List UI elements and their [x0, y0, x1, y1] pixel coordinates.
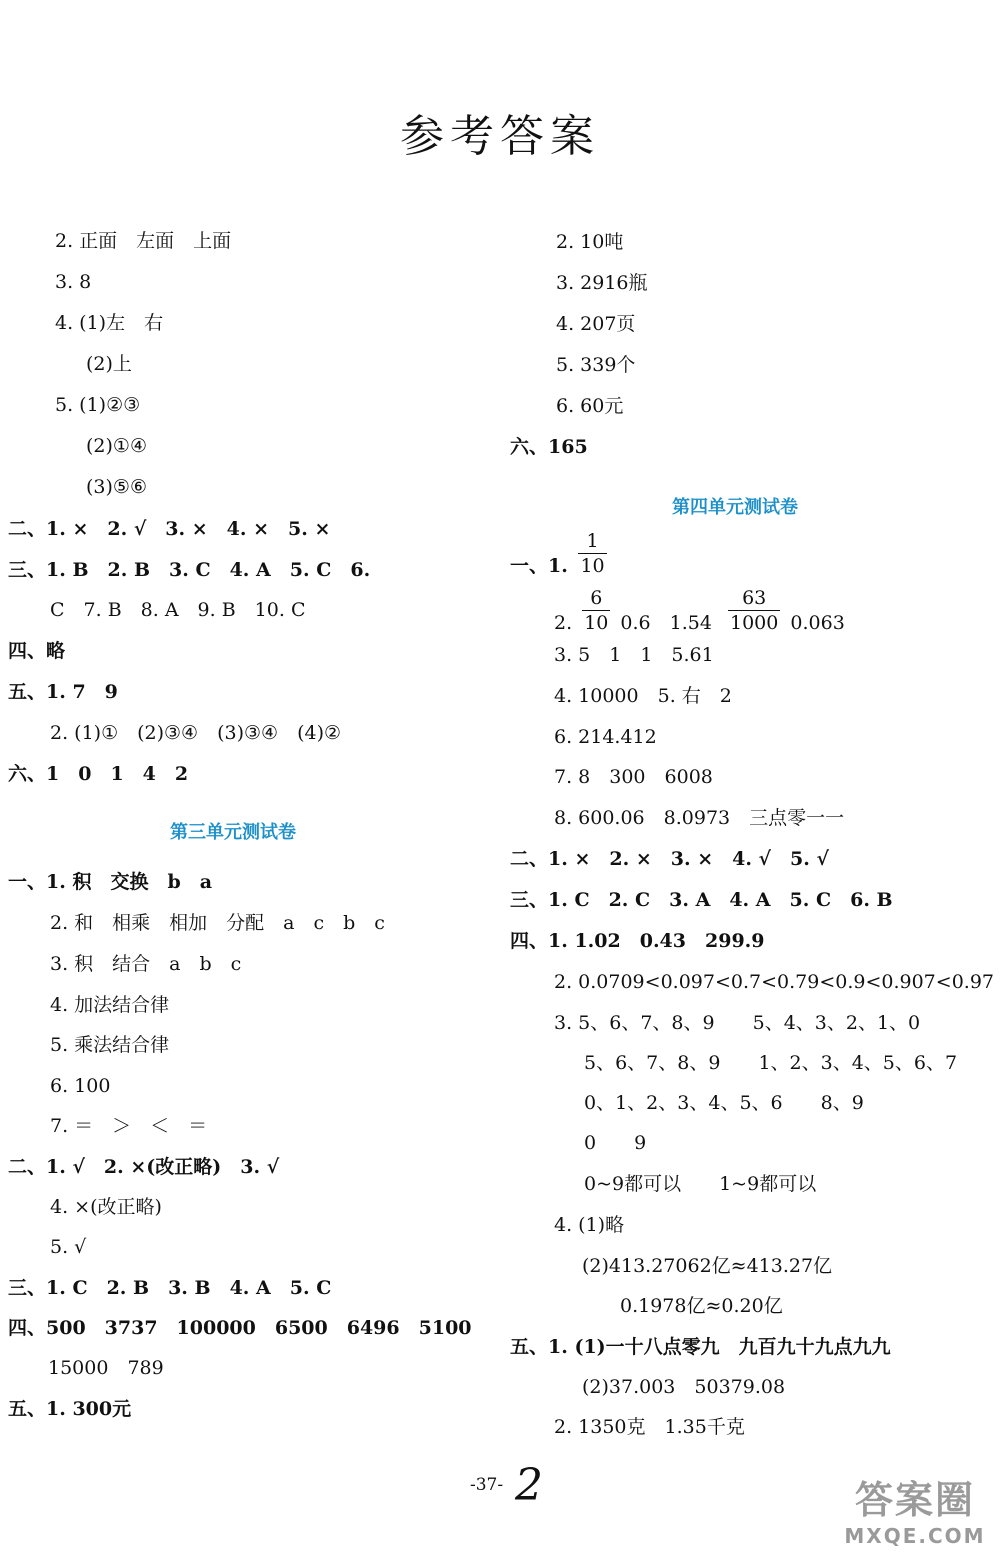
answer-line: 二、1. × 2. √ 3. × 4. × 5. ×: [8, 518, 331, 540]
answer-line: 0.1978亿≈0.20亿: [620, 1295, 783, 1317]
answer-line: 四、1. 1.02 0.43 299.9: [510, 930, 765, 952]
answer-line: 5. 乘法结合律: [50, 1034, 170, 1056]
answer-line: 4. 加法结合律: [50, 994, 170, 1016]
fraction-denominator: 10: [584, 611, 609, 634]
answer-line: 2. 0.0709<0.097<0.7<0.79<0.9<0.907<0.97: [554, 971, 994, 993]
answer-line: 三、1. C 2. B 3. B 4. A 5. C: [8, 1277, 332, 1299]
answer-line: C 7. B 8. A 9. B 10. C: [50, 599, 306, 621]
answer-line: 15000 789: [48, 1357, 164, 1379]
answer-line: (2)413.27062亿≈413.27亿: [582, 1255, 833, 1277]
answer-line: 六、165: [510, 436, 588, 458]
answer-line: 三、1. B 2. B 3. C 4. A 5. C 6.: [8, 559, 371, 581]
answer-line: 3. 8: [55, 271, 92, 293]
answer-prefix: 一、1.: [510, 555, 568, 577]
answer-line: 0 9: [584, 1132, 647, 1154]
fraction-denominator: 1000: [730, 611, 779, 634]
answer-line: 5. √: [50, 1236, 87, 1258]
answer-line: 2. 和 相乘 相加 分配 a c b c: [50, 912, 385, 934]
answer-prefix: 2.: [554, 612, 573, 634]
answer-line: 3. 5 1 1 5.61: [554, 644, 714, 666]
answer-text: 0.6 1.54: [620, 612, 712, 634]
answer-line: 6. 214.412: [554, 726, 657, 748]
answer-line: 0~9都可以 1~9都可以: [584, 1173, 817, 1195]
page-number: -37-: [470, 1475, 504, 1495]
answer-line: 三、1. C 2. C 3. A 4. A 5. C 6. B: [510, 889, 893, 911]
answer-line: 四、500 3737 100000 6500 6496 5100: [8, 1317, 472, 1339]
answer-line: 5、6、7、8、9 1、2、3、4、5、6、7: [584, 1052, 958, 1074]
answer-line: [554, 586, 845, 636]
answer-line: 4. 207页: [556, 313, 636, 335]
answer-line: (2)①④: [86, 435, 147, 457]
fraction-numerator: 63: [728, 586, 780, 611]
answer-line: 7. ＝ ＞ ＜ ＝: [50, 1115, 208, 1137]
answer-line: 五、1. 7 9: [8, 681, 118, 703]
answer-line: 7. 8 300 6008: [554, 766, 713, 788]
answer-line: 2. 正面 左面 上面: [55, 230, 232, 252]
fraction: [578, 529, 606, 578]
answer-line: 2. 1350克 1.35千克: [554, 1416, 745, 1438]
answer-line: 4. ×(改正略): [50, 1196, 162, 1218]
watermark-bottom: MXQE.COM: [844, 1524, 986, 1548]
fraction: [582, 586, 610, 635]
unit4-title: 第四单元测试卷: [672, 497, 798, 518]
answer-line: 8. 600.06 8.0973 三点零一一: [554, 807, 845, 829]
answer-line: (2)上: [86, 353, 132, 375]
answer-line: 3. 积 结合 a b c: [50, 953, 242, 975]
answer-line: 五、1. 300元: [8, 1398, 132, 1420]
answer-line: 2. 10吨: [556, 231, 624, 253]
answer-line: [510, 529, 611, 579]
answer-line: 四、略: [8, 640, 66, 662]
answer-line: 3. 2916瓶: [556, 272, 648, 294]
fraction-numerator: 1: [578, 529, 606, 554]
answer-line: 2. (1)① (2)③④ (3)③④ (4)②: [50, 722, 342, 744]
answer-line: 5. (1)②③: [55, 394, 141, 416]
unit3-title: 第三单元测试卷: [170, 822, 296, 843]
fraction: [728, 586, 780, 635]
answer-line: 6. 60元: [556, 395, 624, 417]
answer-line: 5. 339个: [556, 354, 636, 376]
watermark-top: 答案圈: [854, 1478, 975, 1522]
fraction-denominator: 10: [580, 554, 605, 577]
answer-line: 二、1. √ 2. ×(改正略) 3. √: [8, 1156, 280, 1178]
answer-line: 0、1、2、3、4、5、6 8、9: [584, 1092, 864, 1114]
answer-line: 4. (1)左 右: [55, 312, 164, 334]
handwritten-mark: 2: [515, 1460, 543, 1511]
answer-line: 3. 5、6、7、8、9 5、4、3、2、1、0: [554, 1012, 921, 1034]
answer-text: 0.063: [790, 612, 845, 634]
fraction-numerator: 6: [582, 586, 610, 611]
answer-line: 4. (1)略: [554, 1214, 625, 1236]
answer-line: 六、1 0 1 4 2: [8, 763, 189, 785]
answer-line: 一、1. 积 交换 b a: [8, 871, 213, 893]
watermark-logo: [840, 1476, 990, 1556]
answer-line: 二、1. × 2. × 3. × 4. √ 5. √: [510, 848, 829, 870]
answer-line: 4. 10000 5. 右 2: [554, 685, 732, 707]
answer-line: 6. 100: [50, 1075, 111, 1097]
answer-line: (3)⑤⑥: [86, 476, 147, 498]
answer-line: (2)37.003 50379.08: [582, 1376, 786, 1398]
answer-line: 五、1. (1)一十八点零九 九百九十九点九九: [510, 1336, 891, 1358]
page-title: 参考答案: [400, 111, 600, 162]
